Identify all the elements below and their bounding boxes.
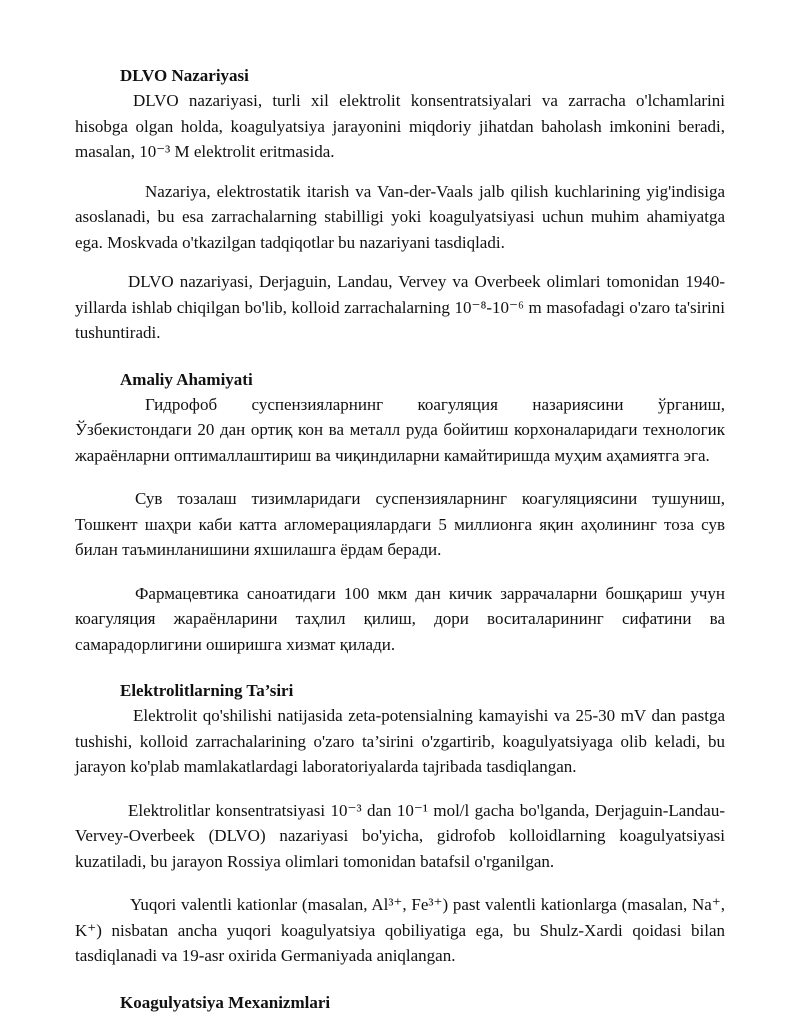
heading-practical-importance: Amaliy Ahamiyati [120, 369, 253, 389]
paragraph: DLVO nazariyasi, turli xil elektrolit konsentratsiyalari va zarracha o'lchamlarini hisobga olgan holda, koagulyatsiya jarayonini miqdoriy jihatdan baholash imkonini beradi, masalan, 10⁻³ M elektrolit eritmasida. [75, 91, 725, 161]
heading-coagulation-mechanisms: Koagulyatsiya Mexanizmlari [120, 992, 331, 1012]
paragraph: Сув тозалаш тизимларидаги суспензияларнинг коагуляциясини тушуниш, Тошкент шаҳри каби катта агломерациялардаги 5 миллионга яқин аҳолининг тоза сув билан таъминланишини яхшилашга ёрдам беради. [75, 489, 725, 559]
paragraph: Nazariya, elektrostatik itarish va Van-der-Vaals jalb qilish kuchlarining yig'indisiga asoslanadi, bu esa zarrachalarning stabilligi yoki koagulyatsiyasi uchun muhim ahamiyatga ega. Moskvada o'tkazilgan tadqiqotlar bu nazariyani tasdiqladi. [75, 181, 725, 252]
paragraph: Yuqori valentli kationlar (masalan, Al³⁺, Fe³⁺) past valentli kationlarga (masalan, Na⁺, K⁺) nisbatan ancha yuqori koagulyatsiya qobiliyatiga ega, bu Shulz-Xardi qoidasi bilan tasdiqlanadi va 19-asr oxirida Germaniyada aniqlangan. [75, 895, 725, 965]
paragraph: Elektrolit qo'shilishi natijasida zeta-potensialning kamayishi va 25-30 mV dan pastga tushishi, kolloid zarrachalarining o'zaro ta’sirini o'zgartirib, koagulyatsiyaga olib keladi, bu jarayon ko'plab mamlakatlardagi laboratoriyalarda tajribada tasdiqlangan. [75, 706, 725, 776]
paragraph: Elektrolitlar konsentratsiyasi 10⁻³ dan 10⁻¹ mol/l gacha bo'lganda, Derjaguin-Landau-Vervey-Overbeek (DLVO) nazariyasi bo'yicha, gidrofob kolloidlarning koagulyatsiyasi kuzatiladi, bu jarayon Rossiya olimlari tomonidan batafsil o'rganilgan. [75, 800, 725, 871]
paragraph: Фармацевтика саноатидаги 100 мкм дан кичик заррачаларни бошқариш учун коагуляция жараёнларини таҳлил қилиш, дори воситаларининг сифатини ва самарадорлигини оширишга хизмат қилади. [75, 583, 725, 654]
heading-dlvo-theory: DLVO Nazariyasi [120, 66, 249, 85]
paragraph: Гидрофоб суспензияларнинг коагуляция назариясини ўрганиш, Ўзбекистондаги 20 дан ортиқ кон ва металл руда бойитиш корхоналаридаги технологик жараёнларни оптималлаштириш ва чиқиндиларни камайтиришда муҳим аҳамиятга эга. [75, 394, 725, 465]
heading-electrolyte-effect: Elektrolitlarning Ta’siri [120, 681, 294, 700]
paragraph: DLVO nazariyasi, Derjaguin, Landau, Vervey va Overbeek olimlari tomonidan 1940-yillarda ishlab chiqilgan bo'lib, kolloid zarrachalarning 10⁻⁸-10⁻⁶ m masofadagi o'zaro ta'sirini tushuntiradi. [75, 272, 725, 342]
